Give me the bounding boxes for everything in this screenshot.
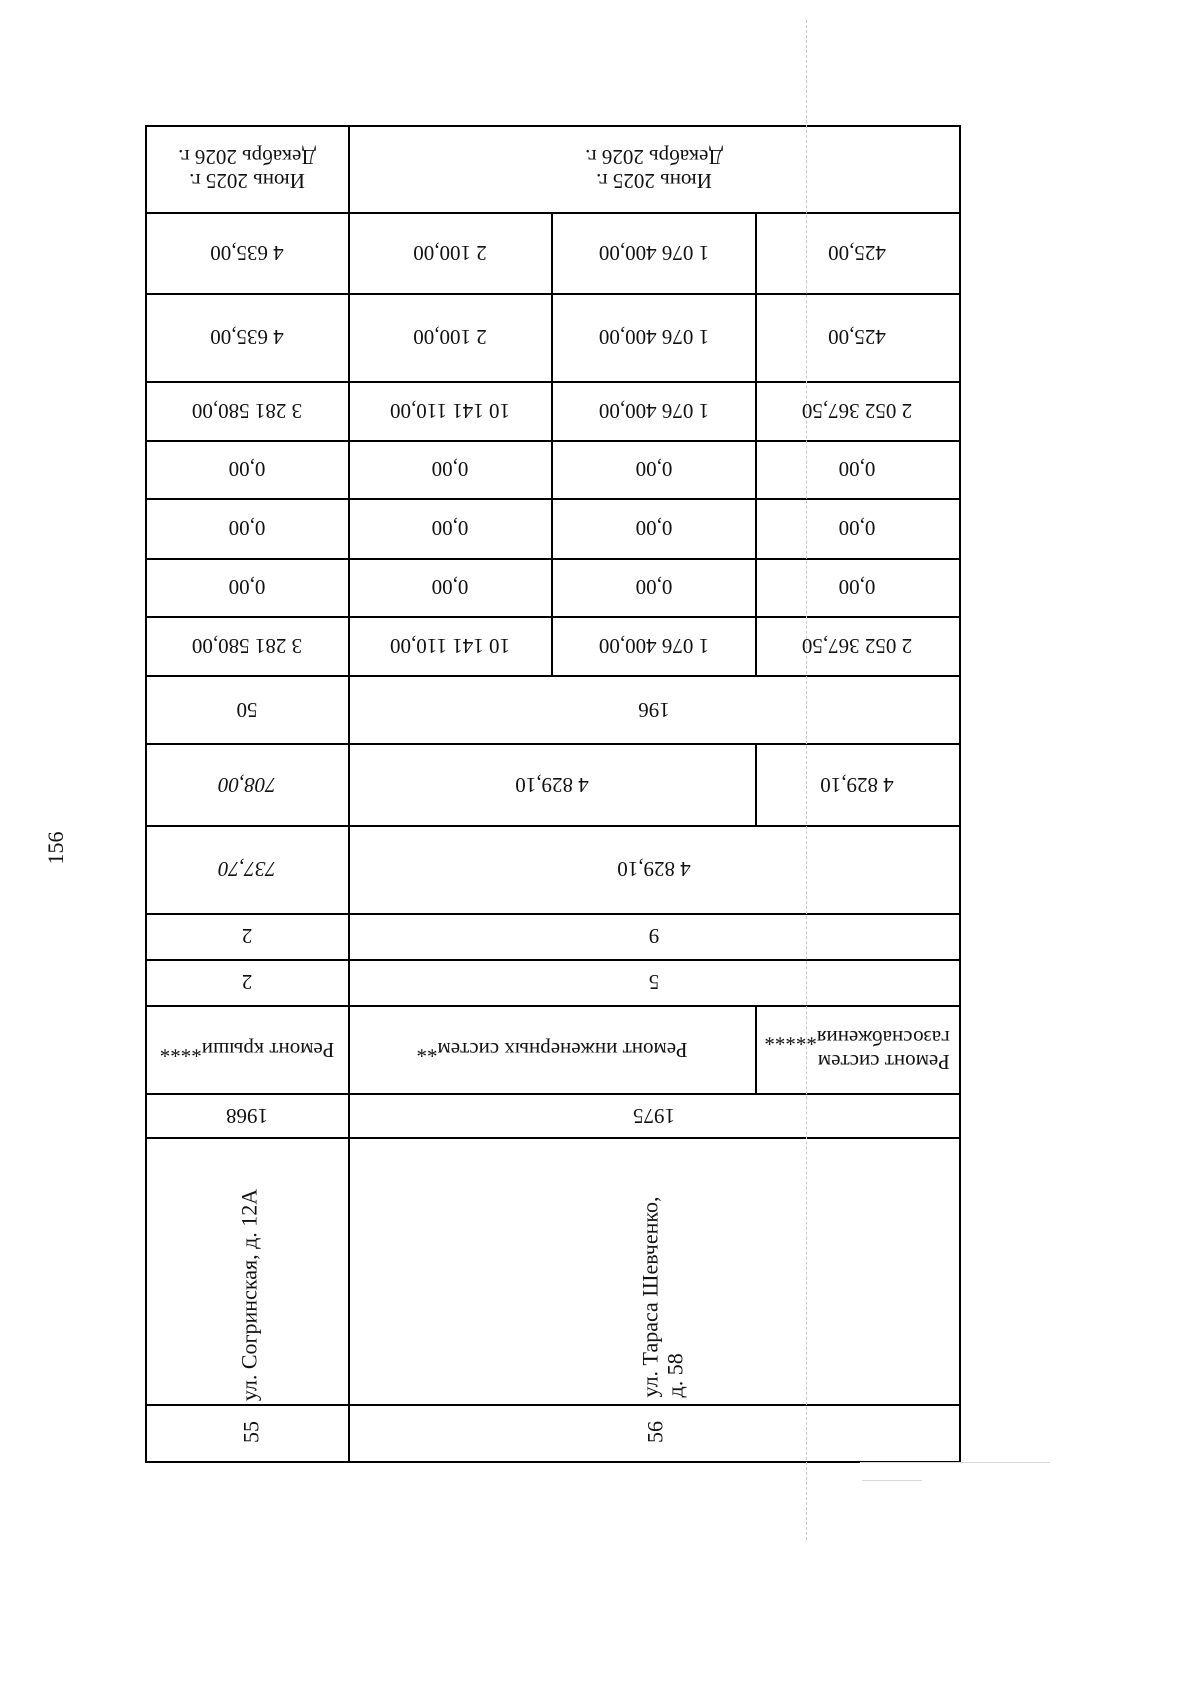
header-period-col-b	[585, 145, 723, 193]
cell-r56-cost-b-3: 425,00	[828, 325, 886, 350]
cell-r56-total-3: 2 052 367,50	[801, 399, 913, 424]
cell-r56-work-type-b	[764, 1026, 949, 1074]
cell-r56-address	[638, 1197, 689, 1398]
cell-r56-cost-b-1: 2 100,00	[413, 325, 487, 350]
header-period-end: Декабрь 2026 г.	[178, 145, 316, 169]
scan-artifact	[862, 1480, 922, 1481]
cell-r55-zero-3: 0,00	[228, 575, 266, 600]
cell-r56-zero3-2: 0,00	[635, 575, 673, 600]
cell-r56-cost-a-2: 1 076 400,00	[598, 241, 710, 266]
cell-r55-address: ул. Согринская, д. 12А	[236, 1188, 262, 1402]
header-period-start: Июнь 2025 г.	[189, 169, 305, 194]
cell-r56-area-a: 4 829,10	[515, 773, 589, 798]
cell-r56-total-1: 10 141 110,00	[390, 399, 510, 424]
address-line: ул. Тараса Шевченко,	[637, 1196, 663, 1398]
cell-r56-total2-2: 1 076 400,00	[598, 634, 710, 659]
scan-artifact	[860, 1462, 1050, 1463]
cell-r55-entrances: 2	[241, 970, 253, 995]
cell-r55-total-2: 3 281 580,00	[191, 634, 303, 659]
cell-r55-zero-2: 0,00	[228, 516, 266, 541]
cell-r56-zero3-3: 0,00	[838, 575, 876, 600]
cell-r56-entrances: 5	[648, 970, 660, 995]
header-period-start: Июнь 2025 г.	[596, 169, 712, 194]
cell-r56-zero2-2: 0,00	[635, 516, 673, 541]
header-period-end: Декабрь 2026 г.	[585, 145, 723, 169]
cell-r55-floors: 2	[241, 924, 253, 949]
cell-r55-area-a: 708,00	[218, 773, 276, 798]
cell-r55-total: 3 281 580,00	[191, 399, 303, 424]
cell-r56-zero3-1: 0,00	[431, 575, 469, 600]
header-period-col-a	[178, 145, 316, 193]
cell-r55-zero-1: 0,00	[228, 457, 266, 482]
cell-r56-zero2-3: 0,00	[838, 516, 876, 541]
work-type-line: Ремонт систем	[817, 1050, 950, 1075]
cell-r56-cost-a-3: 425,00	[828, 241, 886, 266]
cell-r56-year: 1975	[633, 1104, 675, 1129]
cell-r56-total2-3: 2 052 367,50	[801, 634, 913, 659]
cell-r55-count: 50	[236, 698, 258, 723]
cell-r55-area-full: 737,70	[218, 857, 276, 882]
cell-r56-zero2-1: 0,00	[431, 516, 469, 541]
cell-r55-number: 55	[238, 1421, 264, 1443]
page-number: 156	[43, 831, 68, 865]
cell-r56-area-full: 4 829,10	[617, 857, 691, 882]
cell-r55-year: 1968	[226, 1104, 268, 1129]
cell-r56-number: 56	[642, 1421, 668, 1443]
scan-artifact-line	[806, 20, 807, 1540]
cell-r55-cost-b: 4 635,00	[210, 325, 284, 350]
cell-r56-work-type-a: Ремонт инженерных систем**	[416, 1038, 688, 1063]
cell-r56-zero1-3: 0,00	[838, 457, 876, 482]
work-type-line: газоснабжения*****	[764, 1026, 950, 1050]
cell-r56-zero1-2: 0,00	[635, 457, 673, 482]
cell-r56-total2-1: 10 141 110,00	[390, 634, 510, 659]
cell-r56-total-2: 1 076 400,00	[598, 399, 710, 424]
cell-r56-cost-a-1: 2 100,00	[413, 241, 487, 266]
cell-r56-cost-b-2: 1 076 400,00	[598, 325, 710, 350]
cell-r55-cost-a: 4 635,00	[210, 241, 284, 266]
address-line: д. 58	[663, 1353, 688, 1398]
cell-r56-zero1-1: 0,00	[431, 457, 469, 482]
cell-r56-area-b: 4 829,10	[820, 773, 894, 798]
cell-r56-count: 196	[638, 698, 670, 723]
cell-r55-work-type: Ремонт крыши****	[159, 1038, 335, 1063]
cell-r56-floors: 9	[648, 924, 660, 949]
